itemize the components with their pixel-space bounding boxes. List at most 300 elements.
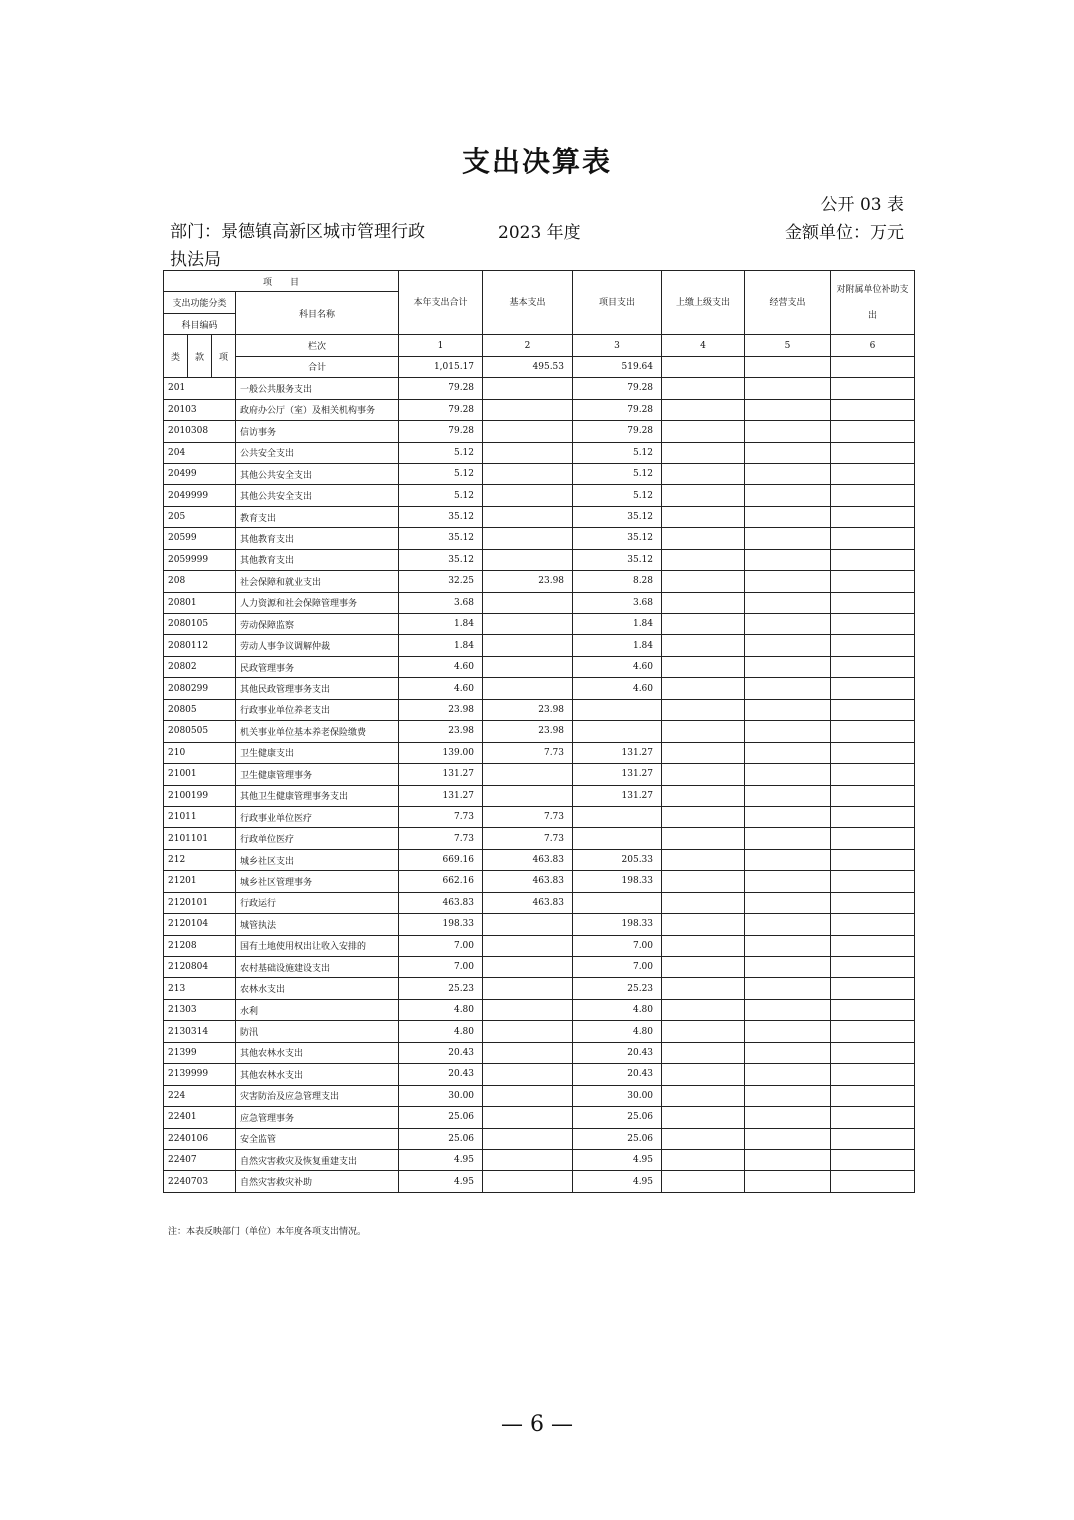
row-operating xyxy=(745,614,831,635)
row-subsidy xyxy=(831,742,915,763)
row-subsidy xyxy=(831,999,915,1020)
row-operating xyxy=(745,1042,831,1063)
row-project: 131.27 xyxy=(573,785,662,806)
table-row xyxy=(164,635,915,656)
row-basic xyxy=(483,978,573,999)
row-operating xyxy=(745,849,831,870)
row-operating xyxy=(745,871,831,892)
row-operating xyxy=(745,1149,831,1170)
row-project: 5.12 xyxy=(573,442,662,463)
header-lei: 类 xyxy=(164,335,188,378)
row-code: 2101101 xyxy=(164,828,236,849)
row-subsidy xyxy=(831,528,915,549)
row-name: 应急管理事务 xyxy=(236,1107,399,1128)
sum-row xyxy=(164,356,915,377)
row-project: 4.80 xyxy=(573,1021,662,1042)
row-code: 208 xyxy=(164,571,236,592)
row-total: 25.06 xyxy=(399,1128,483,1149)
table-row xyxy=(164,1149,915,1170)
row-operating xyxy=(745,549,831,570)
table-row xyxy=(164,1021,915,1042)
row-total: 669.16 xyxy=(399,849,483,870)
row-project: 7.00 xyxy=(573,935,662,956)
row-total: 23.98 xyxy=(399,721,483,742)
row-subsidy xyxy=(831,1085,915,1106)
row-name: 教育支出 xyxy=(236,506,399,527)
table-row xyxy=(164,614,915,635)
table-row xyxy=(164,871,915,892)
row-total: 7.00 xyxy=(399,935,483,956)
row-code: 212 xyxy=(164,849,236,870)
row-basic: 7.73 xyxy=(483,742,573,763)
department-line-2: 执法局 xyxy=(170,250,221,270)
row-name: 自然灾害救灾及恢复重建支出 xyxy=(236,1149,399,1170)
row-basic: 463.83 xyxy=(483,871,573,892)
row-subsidy xyxy=(831,1107,915,1128)
row-code: 21303 xyxy=(164,999,236,1020)
row-project xyxy=(573,892,662,913)
row-basic xyxy=(483,957,573,978)
row-code: 2080299 xyxy=(164,678,236,699)
row-basic xyxy=(483,1149,573,1170)
row-total: 5.12 xyxy=(399,463,483,484)
row-project: 1.84 xyxy=(573,635,662,656)
table-row xyxy=(164,978,915,999)
row-project: 4.95 xyxy=(573,1171,662,1192)
row-total: 25.23 xyxy=(399,978,483,999)
row-operating xyxy=(745,463,831,484)
row-basic: 23.98 xyxy=(483,721,573,742)
row-project xyxy=(573,721,662,742)
row-project: 30.00 xyxy=(573,1085,662,1106)
row-basic xyxy=(483,549,573,570)
row-upper xyxy=(662,721,745,742)
row-upper xyxy=(662,957,745,978)
row-operating xyxy=(745,1085,831,1106)
row-basic: 23.98 xyxy=(483,699,573,720)
table-note: 注：本表反映部门（单位）本年度各项支出情况。 xyxy=(168,1227,367,1237)
row-name: 城乡社区支出 xyxy=(236,849,399,870)
row-name: 机关事业单位基本养老保险缴费 xyxy=(236,721,399,742)
table-row xyxy=(164,785,915,806)
row-project: 4.95 xyxy=(573,1149,662,1170)
row-subsidy xyxy=(831,764,915,785)
row-code: 2240703 xyxy=(164,1171,236,1192)
header-row-colno xyxy=(164,335,915,356)
row-upper xyxy=(662,699,745,720)
row-project: 1.84 xyxy=(573,614,662,635)
row-upper xyxy=(662,914,745,935)
header-subsidy: 对附属单位补助支出 xyxy=(831,271,915,335)
row-name: 灾害防治及应急管理支出 xyxy=(236,1085,399,1106)
row-total: 7.00 xyxy=(399,957,483,978)
row-operating xyxy=(745,914,831,935)
row-subsidy xyxy=(831,678,915,699)
row-project: 131.27 xyxy=(573,764,662,785)
row-operating xyxy=(745,528,831,549)
row-code: 22407 xyxy=(164,1149,236,1170)
row-name: 人力资源和社会保障管理事务 xyxy=(236,592,399,613)
row-code: 21201 xyxy=(164,871,236,892)
row-code: 2139999 xyxy=(164,1064,236,1085)
row-upper xyxy=(662,592,745,613)
row-operating xyxy=(745,785,831,806)
table-row xyxy=(164,914,915,935)
row-name: 劳动人事争议调解仲裁 xyxy=(236,635,399,656)
row-upper xyxy=(662,549,745,570)
table-row xyxy=(164,1085,915,1106)
row-basic: 7.73 xyxy=(483,828,573,849)
table-row xyxy=(164,849,915,870)
row-upper xyxy=(662,871,745,892)
table-row xyxy=(164,721,915,742)
row-subsidy xyxy=(831,871,915,892)
row-name: 其他卫生健康管理事务支出 xyxy=(236,785,399,806)
table-row xyxy=(164,935,915,956)
row-project: 20.43 xyxy=(573,1064,662,1085)
row-total: 79.28 xyxy=(399,421,483,442)
row-code: 20103 xyxy=(164,399,236,420)
row-subsidy xyxy=(831,699,915,720)
row-upper xyxy=(662,828,745,849)
sum-project: 519.64 xyxy=(573,356,662,377)
row-subsidy xyxy=(831,1042,915,1063)
row-upper xyxy=(662,1171,745,1192)
table-row xyxy=(164,1107,915,1128)
row-upper xyxy=(662,999,745,1020)
row-upper xyxy=(662,635,745,656)
row-upper xyxy=(662,485,745,506)
row-code: 213 xyxy=(164,978,236,999)
header-func-class: 支出功能分类 xyxy=(164,292,236,313)
row-total: 1.84 xyxy=(399,635,483,656)
sum-upper xyxy=(662,356,745,377)
table-row xyxy=(164,1128,915,1149)
row-total: 4.80 xyxy=(399,1021,483,1042)
row-name: 其他民政管理事务支出 xyxy=(236,678,399,699)
header-basic: 基本支出 xyxy=(483,271,573,335)
row-total: 30.00 xyxy=(399,1085,483,1106)
row-operating xyxy=(745,806,831,827)
row-code: 21001 xyxy=(164,764,236,785)
table-row xyxy=(164,699,915,720)
row-upper xyxy=(662,1128,745,1149)
row-upper xyxy=(662,399,745,420)
row-operating xyxy=(745,506,831,527)
row-subsidy xyxy=(831,506,915,527)
sum-basic: 495.53 xyxy=(483,356,573,377)
table-row xyxy=(164,764,915,785)
row-name: 行政事业单位医疗 xyxy=(236,806,399,827)
row-total: 23.98 xyxy=(399,699,483,720)
row-total: 79.28 xyxy=(399,399,483,420)
row-code: 2010308 xyxy=(164,421,236,442)
row-project: 79.28 xyxy=(573,399,662,420)
table-row xyxy=(164,463,915,484)
sum-label: 合计 xyxy=(236,356,399,377)
row-subsidy xyxy=(831,421,915,442)
row-name: 其他教育支出 xyxy=(236,528,399,549)
row-total: 3.68 xyxy=(399,592,483,613)
table-row xyxy=(164,442,915,463)
row-project: 79.28 xyxy=(573,421,662,442)
row-total: 1.84 xyxy=(399,614,483,635)
header-xiang: 项 xyxy=(212,335,236,378)
row-code: 2120104 xyxy=(164,914,236,935)
row-code: 224 xyxy=(164,1085,236,1106)
row-operating xyxy=(745,699,831,720)
row-subsidy xyxy=(831,592,915,613)
table-row xyxy=(164,742,915,763)
row-operating xyxy=(745,442,831,463)
row-operating xyxy=(745,892,831,913)
col-no-1: 1 xyxy=(399,335,483,356)
row-upper xyxy=(662,442,745,463)
row-total: 463.83 xyxy=(399,892,483,913)
row-name: 农林水支出 xyxy=(236,978,399,999)
row-operating xyxy=(745,1021,831,1042)
row-basic xyxy=(483,1085,573,1106)
row-subsidy xyxy=(831,978,915,999)
page-number: — 6 — xyxy=(501,1412,573,1437)
row-name: 其他农林水支出 xyxy=(236,1042,399,1063)
row-basic xyxy=(483,399,573,420)
expenditure-table xyxy=(163,270,915,1193)
row-project: 35.12 xyxy=(573,506,662,527)
row-upper xyxy=(662,421,745,442)
table-row xyxy=(164,485,915,506)
row-name: 政府办公厅（室）及相关机构事务 xyxy=(236,399,399,420)
row-total: 7.73 xyxy=(399,828,483,849)
row-total: 5.12 xyxy=(399,485,483,506)
row-subsidy xyxy=(831,1171,915,1192)
row-upper xyxy=(662,678,745,699)
header-item: 项 目 xyxy=(164,271,399,292)
row-upper xyxy=(662,1107,745,1128)
row-subsidy xyxy=(831,785,915,806)
header-total: 本年支出合计 xyxy=(399,271,483,335)
row-upper xyxy=(662,806,745,827)
row-code: 210 xyxy=(164,742,236,763)
row-operating xyxy=(745,421,831,442)
row-code: 2080505 xyxy=(164,721,236,742)
table-row xyxy=(164,506,915,527)
row-code: 2080105 xyxy=(164,614,236,635)
row-basic: 463.83 xyxy=(483,892,573,913)
row-basic xyxy=(483,764,573,785)
table-row xyxy=(164,656,915,677)
row-subsidy xyxy=(831,442,915,463)
row-operating xyxy=(745,1171,831,1192)
row-project xyxy=(573,699,662,720)
page-title: 支出决算表 xyxy=(461,145,612,178)
row-project: 5.12 xyxy=(573,463,662,484)
row-operating xyxy=(745,721,831,742)
table-row xyxy=(164,678,915,699)
row-operating xyxy=(745,656,831,677)
row-basic xyxy=(483,914,573,935)
row-project: 25.23 xyxy=(573,978,662,999)
row-code: 20499 xyxy=(164,463,236,484)
row-code: 2100199 xyxy=(164,785,236,806)
row-project: 3.68 xyxy=(573,592,662,613)
form-number: 公开 03 表 xyxy=(820,195,904,215)
row-operating xyxy=(745,957,831,978)
row-project: 20.43 xyxy=(573,1042,662,1063)
row-total: 4.60 xyxy=(399,678,483,699)
row-code: 2080112 xyxy=(164,635,236,656)
row-basic xyxy=(483,785,573,806)
row-operating xyxy=(745,378,831,399)
row-upper xyxy=(662,614,745,635)
row-subsidy xyxy=(831,656,915,677)
row-total: 4.95 xyxy=(399,1171,483,1192)
row-basic xyxy=(483,528,573,549)
header-kuan: 款 xyxy=(188,335,212,378)
row-name: 安全监管 xyxy=(236,1128,399,1149)
row-upper xyxy=(662,463,745,484)
row-name: 国有土地使用权出让收入安排的 xyxy=(236,935,399,956)
row-total: 20.43 xyxy=(399,1064,483,1085)
row-name: 防汛 xyxy=(236,1021,399,1042)
row-subsidy xyxy=(831,1128,915,1149)
row-upper xyxy=(662,656,745,677)
col-no-6: 6 xyxy=(831,335,915,356)
row-total: 35.12 xyxy=(399,528,483,549)
row-basic xyxy=(483,678,573,699)
sum-subsidy xyxy=(831,356,915,377)
department-label xyxy=(170,218,425,274)
row-name: 民政管理事务 xyxy=(236,656,399,677)
row-name: 卫生健康支出 xyxy=(236,742,399,763)
row-upper xyxy=(662,1085,745,1106)
row-code: 21399 xyxy=(164,1042,236,1063)
table-row xyxy=(164,806,915,827)
row-total: 25.06 xyxy=(399,1107,483,1128)
row-upper xyxy=(662,506,745,527)
row-name: 水利 xyxy=(236,999,399,1020)
row-upper xyxy=(662,1149,745,1170)
row-project: 4.80 xyxy=(573,999,662,1020)
row-basic xyxy=(483,614,573,635)
row-code: 2059999 xyxy=(164,549,236,570)
row-code: 21208 xyxy=(164,935,236,956)
row-subsidy xyxy=(831,849,915,870)
row-basic xyxy=(483,656,573,677)
row-basic xyxy=(483,1021,573,1042)
row-name: 社会保障和就业支出 xyxy=(236,571,399,592)
row-operating xyxy=(745,764,831,785)
row-upper xyxy=(662,1021,745,1042)
row-total: 662.16 xyxy=(399,871,483,892)
row-subsidy xyxy=(831,1021,915,1042)
row-code: 2240106 xyxy=(164,1128,236,1149)
row-name: 城乡社区管理事务 xyxy=(236,871,399,892)
row-basic xyxy=(483,635,573,656)
row-name: 农村基础设施建设支出 xyxy=(236,957,399,978)
row-total: 79.28 xyxy=(399,378,483,399)
row-upper xyxy=(662,978,745,999)
row-total: 35.12 xyxy=(399,506,483,527)
table-row xyxy=(164,421,915,442)
row-code: 2049999 xyxy=(164,485,236,506)
row-name: 信访事务 xyxy=(236,421,399,442)
row-upper xyxy=(662,849,745,870)
table-row xyxy=(164,549,915,570)
row-name: 卫生健康管理事务 xyxy=(236,764,399,785)
row-operating xyxy=(745,571,831,592)
table-row xyxy=(164,571,915,592)
row-code: 204 xyxy=(164,442,236,463)
row-total: 20.43 xyxy=(399,1042,483,1063)
row-total: 131.27 xyxy=(399,785,483,806)
row-subsidy xyxy=(831,1064,915,1085)
row-code: 21011 xyxy=(164,806,236,827)
row-operating xyxy=(745,935,831,956)
row-basic: 7.73 xyxy=(483,806,573,827)
table-row xyxy=(164,1042,915,1063)
header-row-item xyxy=(164,271,915,292)
row-project: 7.00 xyxy=(573,957,662,978)
row-name: 其他公共安全支出 xyxy=(236,485,399,506)
table-row xyxy=(164,957,915,978)
table-row xyxy=(164,828,915,849)
row-basic xyxy=(483,442,573,463)
row-project: 35.12 xyxy=(573,549,662,570)
row-total: 7.73 xyxy=(399,806,483,827)
row-basic xyxy=(483,1107,573,1128)
row-subsidy xyxy=(831,806,915,827)
row-name: 劳动保障监察 xyxy=(236,614,399,635)
row-code: 20805 xyxy=(164,699,236,720)
row-code: 201 xyxy=(164,378,236,399)
row-project: 198.33 xyxy=(573,914,662,935)
table-row xyxy=(164,999,915,1020)
row-basic xyxy=(483,463,573,484)
row-basic xyxy=(483,935,573,956)
row-code: 20599 xyxy=(164,528,236,549)
row-upper xyxy=(662,1042,745,1063)
row-operating xyxy=(745,485,831,506)
col-no-4: 4 xyxy=(662,335,745,356)
row-name: 其他农林水支出 xyxy=(236,1064,399,1085)
row-code: 22401 xyxy=(164,1107,236,1128)
header-upper: 上缴上级支出 xyxy=(662,271,745,335)
row-subsidy xyxy=(831,635,915,656)
fiscal-year: 2023 年度 xyxy=(498,223,581,243)
row-upper xyxy=(662,378,745,399)
row-code: 20802 xyxy=(164,656,236,677)
row-operating xyxy=(745,1128,831,1149)
sum-total: 1,015.17 xyxy=(399,356,483,377)
row-operating xyxy=(745,399,831,420)
row-project xyxy=(573,806,662,827)
table-row xyxy=(164,592,915,613)
row-project: 25.06 xyxy=(573,1107,662,1128)
row-project: 4.60 xyxy=(573,678,662,699)
row-code: 20801 xyxy=(164,592,236,613)
row-code: 205 xyxy=(164,506,236,527)
row-code: 2120101 xyxy=(164,892,236,913)
col-no-3: 3 xyxy=(573,335,662,356)
row-name: 自然灾害救灾补助 xyxy=(236,1171,399,1192)
row-operating xyxy=(745,1064,831,1085)
row-subsidy xyxy=(831,571,915,592)
row-basic xyxy=(483,999,573,1020)
row-total: 32.25 xyxy=(399,571,483,592)
row-total: 5.12 xyxy=(399,442,483,463)
row-subsidy xyxy=(831,721,915,742)
